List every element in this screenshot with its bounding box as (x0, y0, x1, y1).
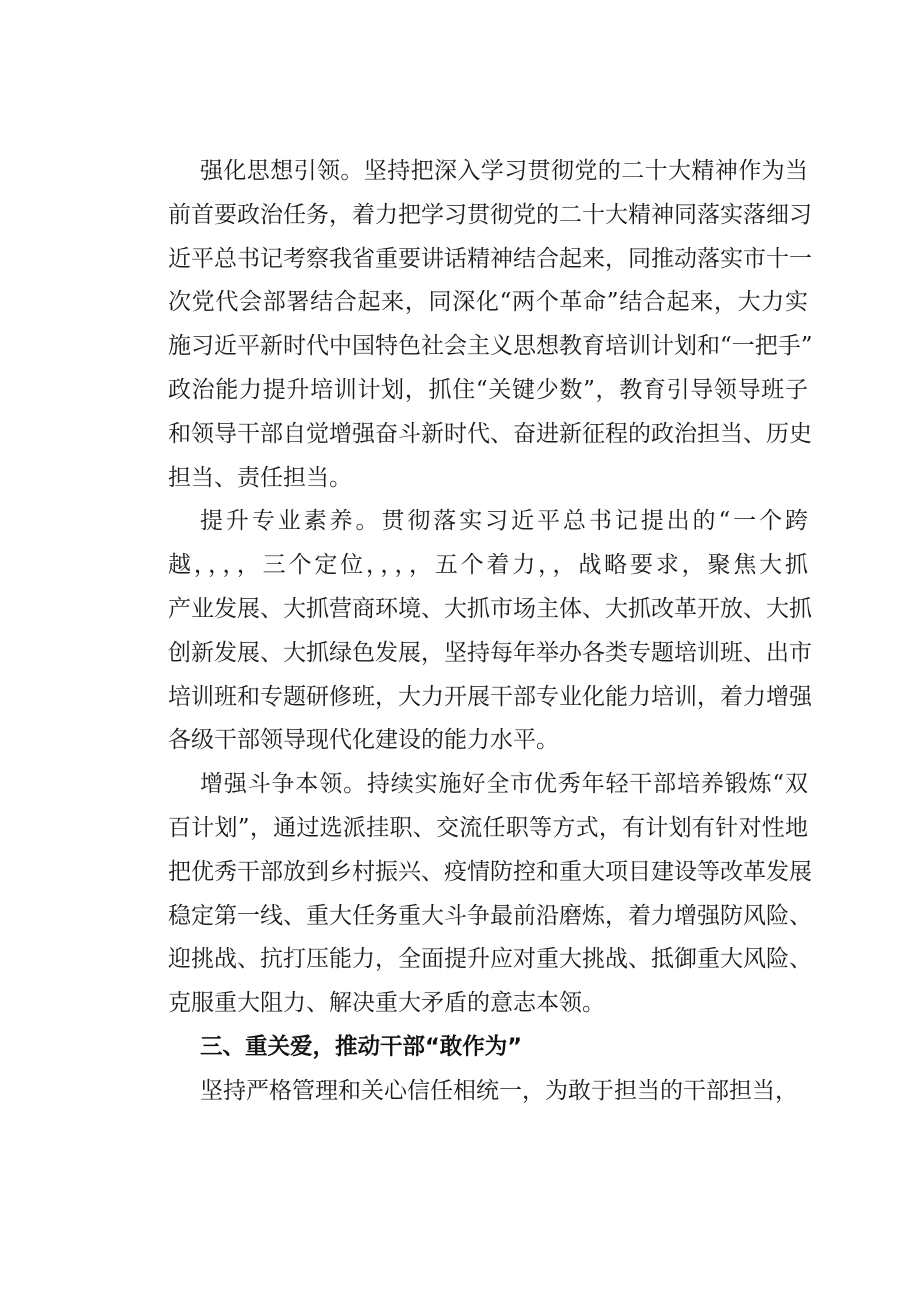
paragraph-line: 近平总书记考察我省重要讲话精神结合起来，同推动落实市十一 (168, 245, 812, 272)
paragraph-line: 强化思想引领。坚持把深入学习贯彻党的二十大精神作为当 (200, 158, 808, 184)
paragraph-line: 稳定第一线、重大任务重大斗争最前沿磨炼，着力增强防风险、 (168, 902, 812, 929)
document-body (168, 150, 813, 1114)
section-heading: 三、重关爱，推动干部“敢作为” (200, 1033, 523, 1060)
paragraph-line: 提升专业素养。贯彻落实习近平总书记提出的“一个跨 (200, 508, 808, 535)
paragraph-line: 培训班和专题研修班，大力开展干部专业化能力培训，着力增强 (168, 683, 812, 710)
paragraph-line: 创新发展、大抓绿色发展，坚持每年举办各类专题培训班、出市 (168, 639, 812, 666)
paragraph-line: 施习近平新时代中国特色社会主义思想教育培训计划和“一把手” (168, 333, 813, 360)
paragraph-line: 越，，，，三个定位，，，，五个着力，，战略要求，聚焦大抓 (168, 552, 808, 579)
paragraph-line: 和领导干部自觉增强奋斗新时代、奋进新征程的政治担当、历史 (168, 420, 812, 447)
paragraph-line: 政治能力提升培训计划，抓住“关键少数”，教育引导领导班子 (168, 376, 808, 403)
paragraph-line: 增强斗争本领。持续实施好全市优秀年轻干部培养锻炼“双 (200, 771, 808, 798)
paragraph-line: 担当、责任担当。 (168, 464, 352, 491)
closing-paragraph-line: 坚持严格管理和关心信任相统一，为敢于担当的干部担当， (200, 1077, 798, 1104)
paragraph-struggle-ability (168, 763, 812, 1026)
paragraph-strengthen-ideology (168, 150, 813, 500)
paragraph-line: 次党代会部署结合起来，同深化“两个革命”结合起来，大力实 (168, 289, 808, 316)
paragraph-professional-quality (168, 500, 812, 763)
paragraph-line: 把优秀干部放到乡村振兴、疫情防控和重大项目建设等改革发展 (168, 858, 812, 885)
paragraph-line: 产业发展、大抓营商环境、大抓市场主体、大抓改革开放、大抓 (168, 595, 812, 622)
paragraph-line: 克服重大阻力、解决重大矛盾的意志本领。 (168, 990, 605, 1017)
paragraph-line: 前首要政治任务，着力把学习贯彻党的二十大精神同落实落细习 (168, 201, 812, 228)
paragraph-line: 迎挑战、抗打压能力，全面提升应对重大挑战、抵御重大风险、 (168, 946, 812, 973)
paragraph-line: 百计划”，通过选派挂职、交流任职等方式，有计划有针对性地 (168, 814, 808, 841)
paragraph-line: 各级干部领导现代化建设的能力水平。 (168, 727, 559, 754)
